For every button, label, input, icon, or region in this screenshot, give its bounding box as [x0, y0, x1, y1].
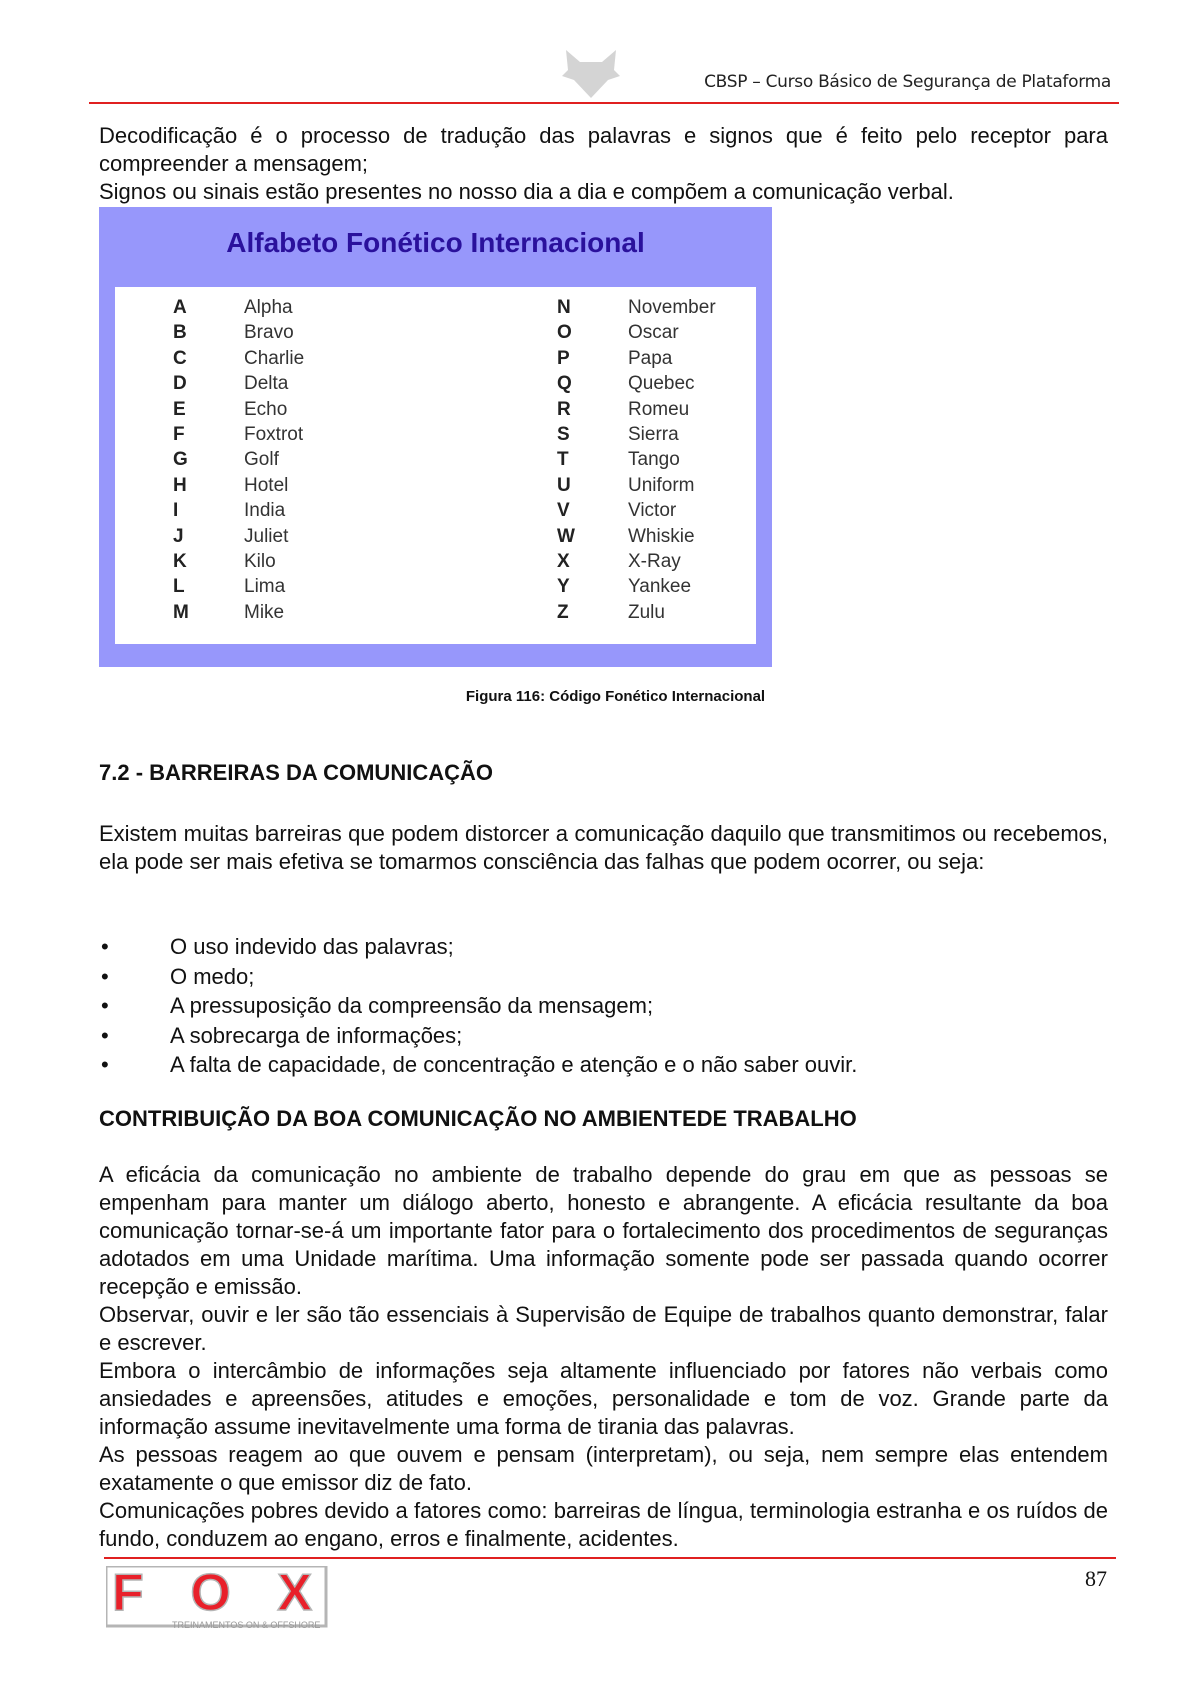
code-word: Mike [244, 601, 285, 623]
figure-caption: Figura 116: Código Fonético Internacional [465, 688, 766, 705]
list-item-text: O medo; [170, 963, 255, 989]
alphabet-row [557, 399, 737, 424]
alphabet-row [173, 449, 353, 474]
code-word: Yankee [628, 576, 692, 598]
letter: W [557, 525, 575, 547]
fox-watermark-icon [562, 50, 620, 98]
alphabet-row [173, 576, 353, 601]
letter: N [557, 297, 571, 318]
letter: K [173, 551, 187, 572]
list-item [99, 962, 857, 992]
footer-rule [104, 1557, 1116, 1559]
letter: U [557, 474, 571, 496]
alphabet-row [557, 602, 737, 627]
letter: P [557, 347, 570, 369]
code-word: Kilo [244, 551, 276, 572]
alphabet-row [173, 399, 353, 424]
paragraph: Embora o intercâmbio de informações seja altamente influenciado por fatores não verbais como ansiedades e apreensões, atitudes e emoções, personalidade e tom de voz. Grande parte da informação assume inevitavelmente uma forma de tirania das palavras. [99, 1358, 1108, 1439]
code-word: Oscar [628, 322, 679, 344]
bullet-icon: • [101, 963, 109, 989]
alphabet-row [557, 373, 737, 398]
letter: B [173, 322, 187, 344]
barriers-list [99, 932, 857, 1080]
letter: X [557, 551, 570, 572]
list-item-text: A pressuposição da compreensão da mensagem; [170, 993, 654, 1019]
intro-text [99, 122, 1108, 206]
list-item-text: O uso indevido das palavras; [170, 934, 454, 959]
alphabet-row [173, 348, 353, 373]
code-word: Juliet [244, 525, 289, 547]
phonetic-alphabet-figure [99, 207, 772, 667]
code-word: November [628, 297, 716, 318]
list-item-text: A sobrecarga de informações; [170, 1022, 463, 1048]
code-word: Foxtrot [244, 424, 304, 445]
alphabet-row [173, 551, 353, 576]
letter: J [173, 525, 184, 547]
code-word: Tango [628, 449, 680, 471]
alphabet-row [173, 297, 353, 322]
alphabet-row [173, 602, 353, 627]
alphabet-row [557, 424, 737, 449]
bullet-icon: • [101, 993, 109, 1019]
letter: O [557, 322, 572, 344]
header-title: CBSP – Curso Básico de Segurança de Plataforma [704, 72, 1111, 92]
letter: A [173, 297, 187, 318]
letter: Q [557, 373, 572, 395]
svg-text:FOX: FOX [112, 1566, 312, 1622]
code-word: Uniform [628, 474, 695, 496]
code-word: Delta [244, 373, 289, 395]
alphabet-row [173, 475, 353, 500]
letter: L [173, 576, 185, 598]
code-word: Golf [244, 449, 279, 471]
code-word: Lima [244, 576, 286, 598]
letter: V [557, 500, 570, 522]
paragraph: A eficácia da comunicação no ambiente de trabalho depende do grau em que as pessoas se empenham para manter um diálogo aberto, honesto e abrangente. A eficácia resultante da boa comunicação tornar-se-á um importante fator para o fortalecimento dos procedimentos de seguranças adotados em uma Unidade marítima. Uma informação somente pode ser passada quando ocorrer recepção e emissão. [99, 1162, 1108, 1299]
letter: C [173, 347, 187, 369]
code-word: Romeu [628, 398, 690, 420]
list-item [99, 1050, 857, 1080]
list-item [99, 1021, 857, 1051]
alphabet-row [557, 526, 737, 551]
letter: H [173, 474, 187, 496]
alphabet-row [557, 322, 737, 347]
code-word: Echo [244, 398, 288, 420]
bullet-icon: • [101, 1022, 109, 1048]
alphabet-row [557, 576, 737, 601]
code-word: Victor [628, 500, 677, 522]
alphabet-row [557, 551, 737, 576]
letter: T [557, 449, 569, 471]
alphabet-row [173, 322, 353, 347]
letter: Y [557, 576, 570, 598]
letter: G [173, 449, 188, 471]
code-word: Charlie [244, 347, 305, 369]
letter: S [557, 424, 570, 445]
letter: F [173, 424, 185, 445]
intro-paragraph: Signos ou sinais estão presentes no nosso dia a dia e compõem a comunicação verbal. [99, 179, 954, 204]
svg-text:TREINAMENTOS ON & OFFSHORE: TREINAMENTOS ON & OFFSHORE [172, 1620, 321, 1630]
letter: I [173, 500, 179, 522]
alphabet-row [557, 348, 737, 373]
section-paragraph: Existem muitas barreiras que podem distorcer a comunicação daquilo que transmitimos ou recebemos, ela pode ser mais efetiva se tomarmos consciência das falhas que podem ocorrer, ou seja: [99, 821, 1108, 874]
alphabet-row [173, 424, 353, 449]
alphabet-table [115, 287, 756, 644]
list-item-text: A falta de capacidade, de concentração e atenção e o não saber ouvir. [170, 1052, 858, 1078]
code-word: X-Ray [628, 551, 681, 572]
intro-paragraph: Decodificação é o processo de tradução das palavras e signos que é feito pelo receptor para compreender a mensagem; [99, 123, 1108, 176]
code-word: Sierra [628, 424, 679, 445]
code-word: India [244, 500, 286, 522]
letter: E [173, 398, 186, 420]
alphabet-row [173, 500, 353, 525]
code-word: Bravo [244, 322, 294, 344]
letter: R [557, 398, 571, 420]
fox-logo [106, 1566, 342, 1632]
section-heading: CONTRIBUIÇÃO DA BOA COMUNICAÇÃO NO AMBIENTEDE TRABALHO [99, 1106, 857, 1131]
bullet-icon: • [101, 934, 109, 959]
alphabet-row [557, 297, 737, 322]
list-item [99, 991, 857, 1021]
letter: M [173, 601, 189, 623]
alphabet-row [557, 449, 737, 474]
code-word: Papa [628, 347, 673, 369]
code-word: Quebec [628, 373, 695, 395]
letter: Z [557, 601, 569, 623]
code-word: Zulu [628, 601, 665, 623]
paragraph: As pessoas reagem ao que ouvem e pensam (interpretam), ou seja, nem sempre elas entendem exatamente o que emissor diz de fato. [99, 1442, 1108, 1495]
alphabet-row [173, 373, 353, 398]
code-word: Whiskie [628, 525, 695, 547]
alphabet-row [173, 526, 353, 551]
list-item [99, 932, 857, 962]
header-rule [89, 102, 1119, 104]
alphabet-row [557, 475, 737, 500]
section-body [99, 1161, 1108, 1553]
paragraph: Comunicações pobres devido a fatores como: barreiras de língua, terminologia estranha e os ruídos de fundo, conduzem ao engano, erros e finalmente, acidentes. [99, 1498, 1108, 1551]
figure-title: Alfabeto Fonético Internacional [226, 227, 645, 258]
bullet-icon: • [101, 1052, 109, 1078]
code-word: Hotel [244, 474, 289, 496]
alphabet-row [557, 500, 737, 525]
letter: D [173, 373, 187, 395]
paragraph: Observar, ouvir e ler são tão essenciais à Supervisão de Equipe de trabalhos quanto demonstrar, falar e escrever. [99, 1302, 1108, 1355]
page-number: 87 [1085, 1566, 1107, 1591]
section-heading: 7.2 - BARREIRAS DA COMUNICAÇÃO [99, 760, 493, 785]
code-word: Alpha [244, 297, 293, 318]
